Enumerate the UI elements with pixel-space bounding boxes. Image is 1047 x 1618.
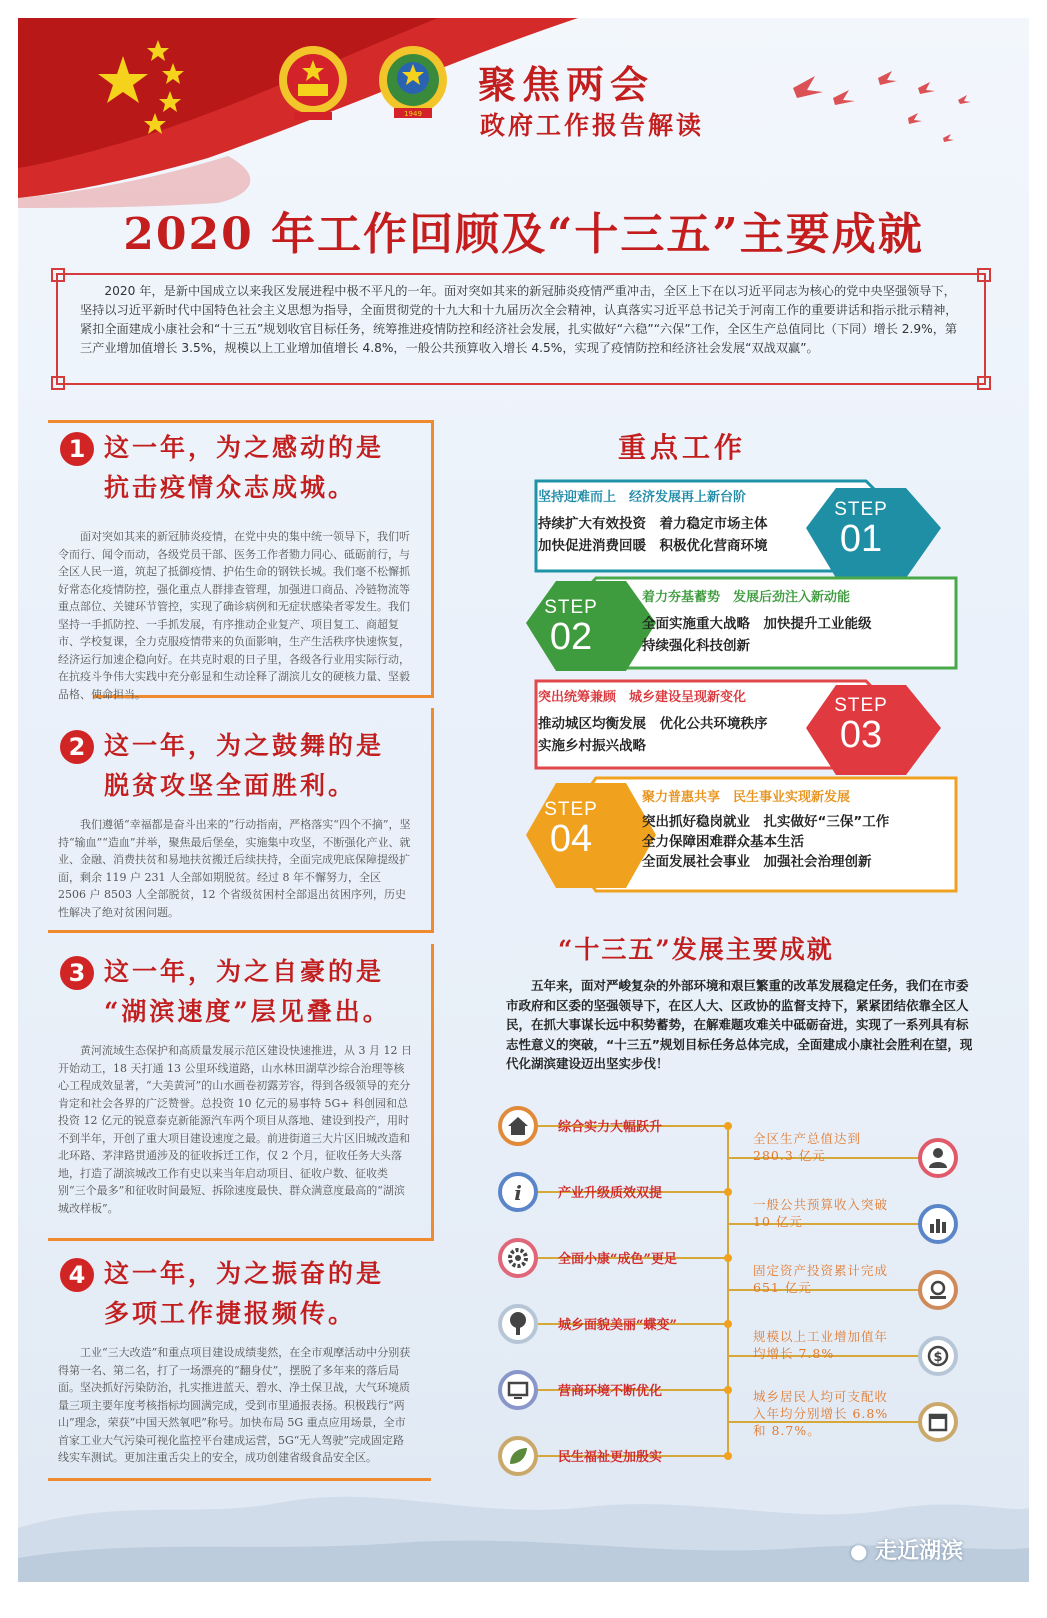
step-2-number: 02 [549,616,593,658]
section-3-heading-line1: 这一年，为之自豪的是 [104,957,385,986]
section-2-heading-line1: 这一年，为之鼓舞的是 [104,731,385,760]
section-3-heading-line2: “湖滨速度”层见叠出。 [104,997,391,1026]
monitor-icon [498,1370,538,1410]
ach-right-item-1 [753,1130,861,1164]
step-4-title: 聚力普惠共享 民生事业实现新发展 [642,790,851,805]
step-4-line-2: 全力保障困难群众基本生活 [642,834,804,850]
step-1-label [826,500,896,558]
section-2-body: 我们遵循“幸福都是奋斗出来的”行动指南，严格落实“四个不摘”，坚持“输血”“造血”并举，聚焦最后堡垒，实施集中攻坚，不断强化产业、就业、金融、消费扶贫和易地扶贫搬迁后续扶持，全面完成兜底保障提级扩面，剩余 119 户 231 人全部如期脱贫。经过 8 年不懈努力，全区 2506 户 8503 人全部脱贫，12 个省级贫困村全部退出贫困序列，历史性解决了绝对贫困问题。 [58,818,411,919]
section-1-body: 面对突如其来的新冠肺炎疫情，在党中央的集中统一领导下，我们听令而行、闻令而动，各级党员干部、医务工作者勠力同心、砥砺前行，与全区人民一道，筑起了抵御疫情、护佑生命的钢铁长城。我们毫不松懈抓好常态化疫情防控，强化重点人群排查管理，加强进口商品、冷链物流等重点部位、关键环节管控，实现了确诊病例和无症状感染者零发生。我们坚持一手抓防控、一手抓发展，有序推动企业复产、项目复工、商超复市、学校复课，全力克服疫情带来的负面影响，生产生活秩序快速恢复，经济运行加速企稳向好。在共克时艰的日子里，各级各行业用实际行动，在抗疫斗争伟大实践中充分彰显和生动诠释了湖滨儿女的硬核力量、坚毅品格、使命担当。 [58,530,410,701]
ach-right-3-line1: 固定资产投资累计完成 [753,1263,889,1278]
step-4-word: STEP [544,799,598,820]
achievements-intro: 五年来，面对严峻复杂的外部环境和艰巨繁重的改革发展稳定任务，我们在市委市政府和区委的坚强领导下，在区人大、区政协的监督支持下，紧紧团结依靠全区人民，在抓大事谋长远中积势蓄势，在解难题攻难关中砥砺奋进，实现了一系列具有标志性意义的突破，“十三五”规划目标任务总体完成，全面建成小康社会胜利在望，现代化湖滨建设迈出坚实步伐！ [506,978,973,1071]
step-1-number: 01 [839,518,883,560]
step-4-line-3: 全面发展社会事业 加强社会治理创新 [642,854,872,870]
ach-right-5-line1: 城乡居民人均可支配收 [753,1389,889,1404]
home-icon [498,1106,538,1146]
section-1-topline [48,420,93,423]
step-4-label [536,800,606,858]
ach-right-2-line2: 10 亿元 [753,1214,803,1229]
svg-text:i: i [514,1181,522,1205]
step-2-word: STEP [544,597,598,618]
section-3-number: 3 [60,956,94,990]
ach-right-item-2 [753,1196,888,1230]
watermark-text: 走近湖滨 [875,1539,964,1564]
step-3-word: STEP [834,695,888,716]
step-1-word: STEP [834,499,888,520]
step-2-line-1: 全面实施重大战略 加快提升工业能级 [642,616,872,632]
section-4-heading-line2: 多项工作捷报频传。 [104,1299,357,1328]
step-1-line-1: 持续扩大有效投资 着力稳定市场主体 [538,516,768,532]
step-2-line-2: 持续强化科技创新 [642,638,750,654]
section-2-number: 2 [60,730,94,764]
ach-right-1-line1: 全区生产总值达到 [753,1131,862,1146]
achievements-title: “十三五”发展主要成就 [558,935,834,964]
gear-icon [498,1238,538,1278]
step-3-line-2: 实施乡村振兴战略 [538,738,646,754]
ach-right-5-line2: 入年均分别增长 6.8% [753,1406,889,1421]
ach-right-3-line2: 651 亿元 [753,1280,812,1295]
section-3-body: 黄河流域生态保护和高质量发展示范区建设快速推进，从 3 月 12 日开始动工，18 天打通 13 公里环线道路，山水林田湖草沙综合治理等核心工程成效显著，“大美黄河”的山水画卷初露芳容，得到各级领导的充分肯定和社会各界的广泛赞誉。总投资 10 亿元的易事特 5G+ 科创园和总投资 12 亿元的锐意泰克新能源汽车两个项目从落地、建设到投产，用时不到半年，开创了重大项目建设速度之最。前进街道三大片区旧城改造和北环路、茅津路贯通涉及的征收拆迁工作，仅 2 个月，征收任务大头落地，打造了湖滨城改工作有史以来当年启动项目、征收户数、征收类别“三个最多”和征收时间最短、拆除速度最快、群众满意度最高的“湖滨城改样板”。 [58,1044,412,1215]
key-work-title: 重点工作 [618,431,747,464]
step-1-title: 坚持迎难而上 经济发展再上新台阶 [538,490,747,505]
section-4-heading-line1: 这一年，为之振奋的是 [104,1259,385,1288]
step-2-label [536,598,606,656]
step-4-line-1: 突出抓好稳岗就业 扎实做好“三保”工作 [642,814,890,830]
page-title: 2020 年工作回顾及“十三五”主要成就 [123,209,924,260]
tree-icon [498,1304,538,1344]
ach-right-5-line3: 和 8.7%。 [753,1423,821,1438]
ach-left-label-1: 综合实力大幅跃升 [558,1120,663,1135]
bar-chart-icon [918,1204,958,1244]
ach-left-label-6: 民生福祉更加殷实 [558,1450,663,1465]
ach-right-4-line1: 规模以上工业增加值年 [753,1329,889,1344]
wechat-icon: ● [850,1539,868,1563]
ach-right-item-4 [753,1328,888,1362]
step-3-number: 03 [839,714,883,756]
ach-right-item-5 [753,1388,888,1439]
step-2-title: 着力夯基蓄势 发展后劲注入新动能 [642,590,851,605]
ach-left-label-3: 全面小康“成色”更足 [558,1252,677,1267]
section-1-heading-line1: 这一年，为之感动的是 [104,433,385,462]
ach-right-item-3 [753,1262,888,1296]
step-3-line-1: 推动城区均衡发展 优化公共环境秩序 [538,716,768,732]
step-3-label [826,696,896,754]
dollar-icon [918,1336,958,1376]
ach-left-label-5: 营商环境不断优化 [558,1384,663,1399]
ach-left-label-2: 产业升级质效双提 [558,1186,663,1201]
ach-right-4-line2: 均增长 7.8% [753,1346,835,1361]
ach-left-label-4: 城乡面貌美丽“蝶变” [558,1318,677,1333]
step-4-number: 04 [549,818,593,860]
svg-text:$: $ [933,1350,943,1365]
ach-right-2-line1: 一般公共预算收入突破 [753,1197,889,1212]
header-title: 聚焦两会 [478,62,655,107]
step-1-line-2: 加快促进消费回暖 积极优化营商环境 [538,538,768,554]
watermark [850,1534,963,1565]
calendar-icon [918,1402,958,1442]
header-subtitle: 政府工作报告解读 [480,111,705,140]
section-2-heading-line2: 脱贫攻坚全面胜利。 [104,771,357,800]
national-emblem-icon [276,42,350,124]
poster [18,18,1029,1582]
intro-paragraph: 2020 年，是新中国成立以来我区发展进程中极不平凡的一年。面对突如其来的新冠肺炎疫情严重冲击，全区上下在以习近平同志为核心的党中央坚强领导下，坚持以习近平新时代中国特色社会主义思想为指导，全面贯彻党的十九大和十九届历次全会精神，认真落实习近平总书记关于河南工作的重要讲话和指示批示精神，紧扣全面建成小康社会和“十三五”规划收官目标任务，统筹推进疫情防控和经济社会发展，扎实做好“六稳”“六保”工作，全区生产总值同比（下同）增长 2.9%，第三产业增加值增长 3.5%，规模以上工业增加值增长 4.8%，一般公共预算收入增长 4.5%，实现了疫情防控和经济社会发展“双战双赢”。 [80,284,958,355]
section-1-heading-line2: 抗击疫情众志成城。 [104,473,357,502]
investment-icon [918,1270,958,1310]
step-3-title: 突出统筹兼顾 城乡建设呈现新变化 [538,690,747,705]
ach-right-1-line2: 280.3 亿元 [753,1148,826,1163]
info-icon [498,1172,538,1212]
emblem-year: 1949 [404,110,422,118]
cppcc-emblem-icon [376,42,450,124]
section-4-body: 工业“三大改造”和重点项目建设成绩斐然，在全市观摩活动中分别获得第一名、第二名，打了一场漂亮的“翻身仗”，摆脱了多年来的落后局面。坚决抓好污染防治，扎实推进蓝天、碧水、净土保卫战，大气环境质量三项主要年度考核指标均圆满完成，受到市里通报表扬。积极践行“两山”理念，荣获“中国天然氧吧”称号。加快布局 5G 重点应用场景，全市首家工业大气污染可视化监控平台建成运营，5G“无人驾驶”完成固定路线实车测试。更加注重舌尖上的安全，成功创建省级食品安全区。 [58,1346,411,1464]
person-icon [918,1138,958,1178]
section-1-number: 1 [60,432,94,466]
section-4-number: 4 [60,1258,94,1292]
